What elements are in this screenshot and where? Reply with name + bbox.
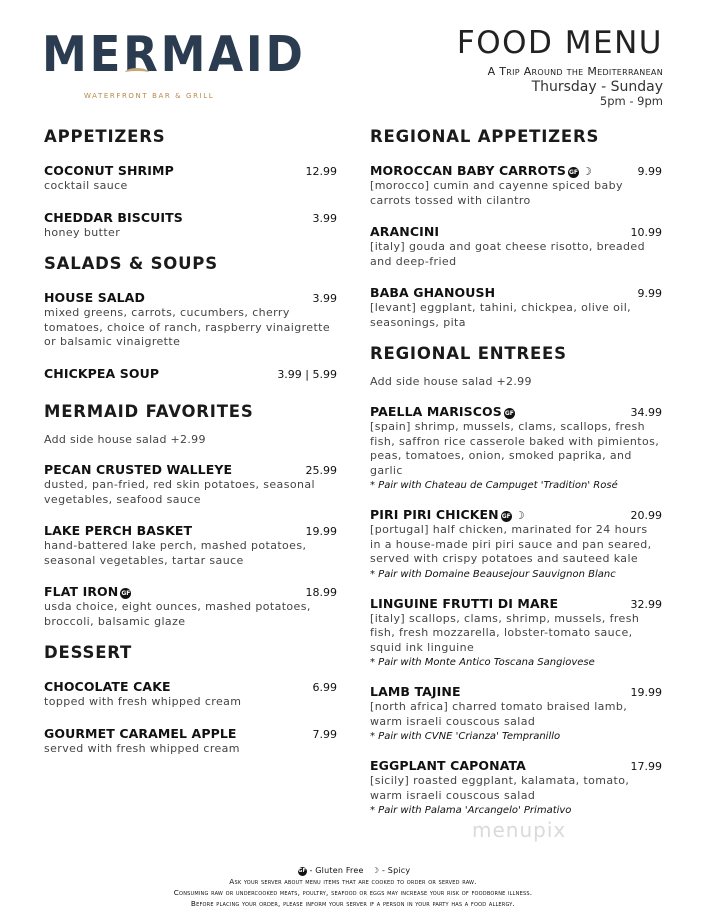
menu-item [370,593,662,669]
wine-pairing: * Pair with Domaine Beausejour Sauvignon Blanc [370,568,616,580]
menu-item-name: PIRI PIRI CHICKEN [370,507,499,522]
menu-item-name-wrap [44,723,237,742]
menu-item-name: LAMB TAJINE [370,684,461,699]
menu-item [370,282,662,330]
menu-item-row [44,459,337,478]
wine-pairing: * Pair with Palama 'Arcangelo' Primativo [370,805,572,816]
wine-pairing: * Pair with CVNE 'Crianza' Tempranillo [370,731,561,742]
menu-item [44,363,337,382]
section-salads-soups [44,254,337,395]
menu-item [44,676,337,710]
menu-item-name-wrap [370,593,558,612]
section-note: Add side house salad +2.99 [44,433,206,446]
menu-item-price: 25.99 [305,464,337,477]
menu-item-price: 34.99 [630,406,662,419]
menu-item-name: COCONUT SHRIMP [44,163,174,178]
section-dessert [44,643,337,769]
section-regional-appetizers [370,127,662,343]
wine-pairing: * Pair with Chateau de Campuget 'Tradition' Rosé [370,480,618,491]
menu-item-description: [north africa] charred tomato braised lamb, warm israeli couscous salad [370,700,628,728]
section-title: MERMAID FAVORITES [44,402,254,421]
menu-days: Thursday - Sunday [531,79,663,95]
menu-item-row [44,676,337,695]
menu-item [44,207,337,241]
menu-item-name: LINGUINE FRUTTI DI MARE [370,595,559,611]
menu-item [44,520,337,568]
menu-item-name-wrap [44,160,174,179]
menu-item-name-wrap [370,160,592,179]
menu-item [370,755,662,816]
footer-line-1: Ask your server about menu items that are cooked to order or served raw. [229,877,477,886]
menu-item-row [370,681,662,700]
menu-item-price: 9.99 [637,165,662,178]
section-mermaid-favorites [44,402,337,642]
menu-item-row [44,363,337,382]
menu-subtitle: A Trip Around the Mediterranean [487,65,663,78]
menu-item-description: dusted, pan-fried, red skin potatoes, seasonal vegetables, seafood sauce [44,478,315,506]
menu-item-name-wrap [44,207,183,226]
menu-item-row [370,401,662,420]
menu-header [456,25,663,109]
menu-item [44,723,337,757]
section-appetizers [44,127,337,253]
section-title: SALADS & SOUPS [44,254,218,273]
menu-item-name: CHICKPEA SOUP [44,365,160,381]
menu-item [370,221,662,269]
gluten-free-icon: GF [121,590,131,597]
menu-item-description: honey butter [44,225,121,239]
menu-item-name-wrap [44,520,192,539]
menu-item-name-wrap [370,221,439,240]
menu-item-price: 6.99 [312,681,337,694]
gluten-free-label: - Gluten Free [309,866,364,875]
menu-item-name: ARANCINI [370,224,440,239]
menu-item-name-wrap [370,401,515,420]
menu-item-name: PAELLA MARISCOS [370,404,502,419]
menu-item-description: [italy] gouda and goat cheese risotto, breaded and deep-fried [370,240,645,268]
wave-icon [125,68,149,77]
menu-item-row [44,723,337,742]
menu-item-row [370,593,662,612]
menu-item-row [44,581,337,600]
menu-title: FOOD MENU [456,25,663,61]
section-title: REGIONAL ENTREES [370,344,567,363]
menu-item-description: cocktail sauce [44,179,128,192]
menu-item-row [370,504,662,523]
menu-item-description: usda choice, eight ounces, mashed potatoes, broccoli, balsamic glaze [44,600,311,628]
menu-item-price: 9.99 [637,287,662,300]
menu-item-name: LAKE PERCH BASKET [44,523,193,538]
section-title: DESSERT [44,643,133,662]
logo-wordmark: MERMAID [42,26,306,83]
section-title: APPETIZERS [44,127,166,146]
menu-item-description: served with fresh whipped cream [44,741,240,755]
menu-item-description: [portugal] half chicken, marinated for 24 hours in a house-made piri piri sauce and pan seared, served with crispy potatoes and sauteed kale [370,523,652,565]
menu-item-name: PECAN CRUSTED WALLEYE [44,462,233,477]
menu-item-price: 7.99 [312,727,337,741]
menu-item-price: 32.99 [630,597,662,611]
menu-item-price: 12.99 [305,165,337,178]
menu-item [370,681,662,742]
menu-item-description: hand-battered lake perch, mashed potatoes, seasonal vegetables, tartar sauce [44,539,307,567]
menu-item-description: [sicily] roasted eggplant, kalamata, tomato, warm israeli couscous salad [370,774,630,802]
gluten-free-icon: GF [298,868,307,874]
menu-item-name-wrap [44,581,131,600]
menu-item-price: 19.99 [630,686,662,699]
menu-item-name: MOROCCAN BABY CARROTS [370,163,566,178]
menu-footer [0,865,706,909]
menu-item-row [370,160,662,179]
menu-item-price: 10.99 [630,226,662,239]
menu-item-name: CHEDDAR BISCUITS [44,209,183,225]
menu-item-price: 3.99 [312,292,337,305]
menu-item-price: 3.99 [312,211,337,225]
menu-item-name: HOUSE SALAD [44,290,145,305]
menu-item-row [44,160,337,179]
logo-tagline: WATERFRONT BAR & GRILL [84,92,215,100]
menu-item-name: CHOCOLATE CAKE [44,679,171,694]
menu-item-name: BABA GHANOUSH [370,285,496,300]
spicy-icon: ☽ [371,866,380,875]
menu-item-name-wrap [370,755,526,774]
menu-item-row [44,520,337,539]
menu-item [44,160,337,194]
section-title: REGIONAL APPETIZERS [370,127,600,146]
menu-item-row [370,282,662,301]
menu-item [44,287,337,350]
footer-line-2: Consuming raw or undercooked meats, poultry, seafood or eggs may increase your risk of foodborne illness. [173,888,533,897]
gluten-free-icon: GF [568,169,578,176]
menu-item [370,504,662,580]
menu-item-description: mixed greens, carrots, cucumbers, cherry tomatoes, choice of ranch, raspberry vinaigrette or balsamic vinaigrette [44,306,331,348]
menu-item-description: topped with fresh whipped cream [44,695,242,708]
watermark: menupix [472,818,567,842]
spicy-icon: ☽ [514,509,525,522]
menu-item [370,401,662,491]
menu-item-row [44,207,337,226]
menu-item-description: [morocco] cumin and cayenne spiced baby carrots tossed with cilantro [370,179,623,207]
legend [0,865,706,876]
spicy-label: - Spicy [381,866,411,875]
menu-item-name: FLAT IRON [44,584,119,599]
menu-item-name-wrap [370,681,461,700]
gluten-free-icon: GF [504,410,514,417]
menu-item-price: 19.99 [305,525,337,538]
gluten-free-icon: GF [501,513,511,520]
menu-item-name-wrap [370,282,495,301]
menu-item-row [44,287,337,306]
menu-item-name: EGGPLANT CAPONATA [370,758,526,773]
menu-item-name-wrap [44,287,145,306]
footer-line-3: Before placing your order, please inform your server if a person in your party has a food allergy. [190,899,516,908]
menu-item-name-wrap [370,504,525,523]
menu-item-description: [italy] scallops, clams, shrimp, mussels, fresh fish, fresh mozzarella, lobster-tomato sauce, squid ink linguine [370,611,640,654]
section-regional-entrees [370,344,662,829]
menu-item-name-wrap [44,363,159,382]
spicy-icon: ☽ [581,165,592,178]
section-note: Add side house salad +2.99 [370,375,532,388]
menu-item-name: GOURMET CARAMEL APPLE [44,725,237,741]
menu-item [44,581,337,629]
menu-hours: 5pm - 9pm [599,94,663,109]
menu-item-price: 3.99 | 5.99 [277,367,337,381]
restaurant-logo [42,26,306,100]
menu-item-description: [spain] shrimp, mussels, clams, scallops, fresh fish, saffron rice casserole baked with pimientos, peas, tomatoes, onion, smoked paprika, and garlic [370,420,660,477]
menu-item-name-wrap [44,459,232,478]
menu-item [44,459,337,507]
menu-item-name-wrap [44,676,171,695]
menu-item-description: [levant] eggplant, tahini, chickpea, olive oil, seasonings, pita [370,301,632,329]
menu-item-row [370,221,662,240]
menu-item-price: 17.99 [630,760,662,773]
menu-item-price: 20.99 [630,509,662,522]
menu-item [370,160,662,208]
menu-item-price: 18.99 [305,586,337,599]
menu-item-row [370,755,662,774]
wine-pairing: * Pair with Monte Antico Toscana Sangiovese [370,657,595,668]
